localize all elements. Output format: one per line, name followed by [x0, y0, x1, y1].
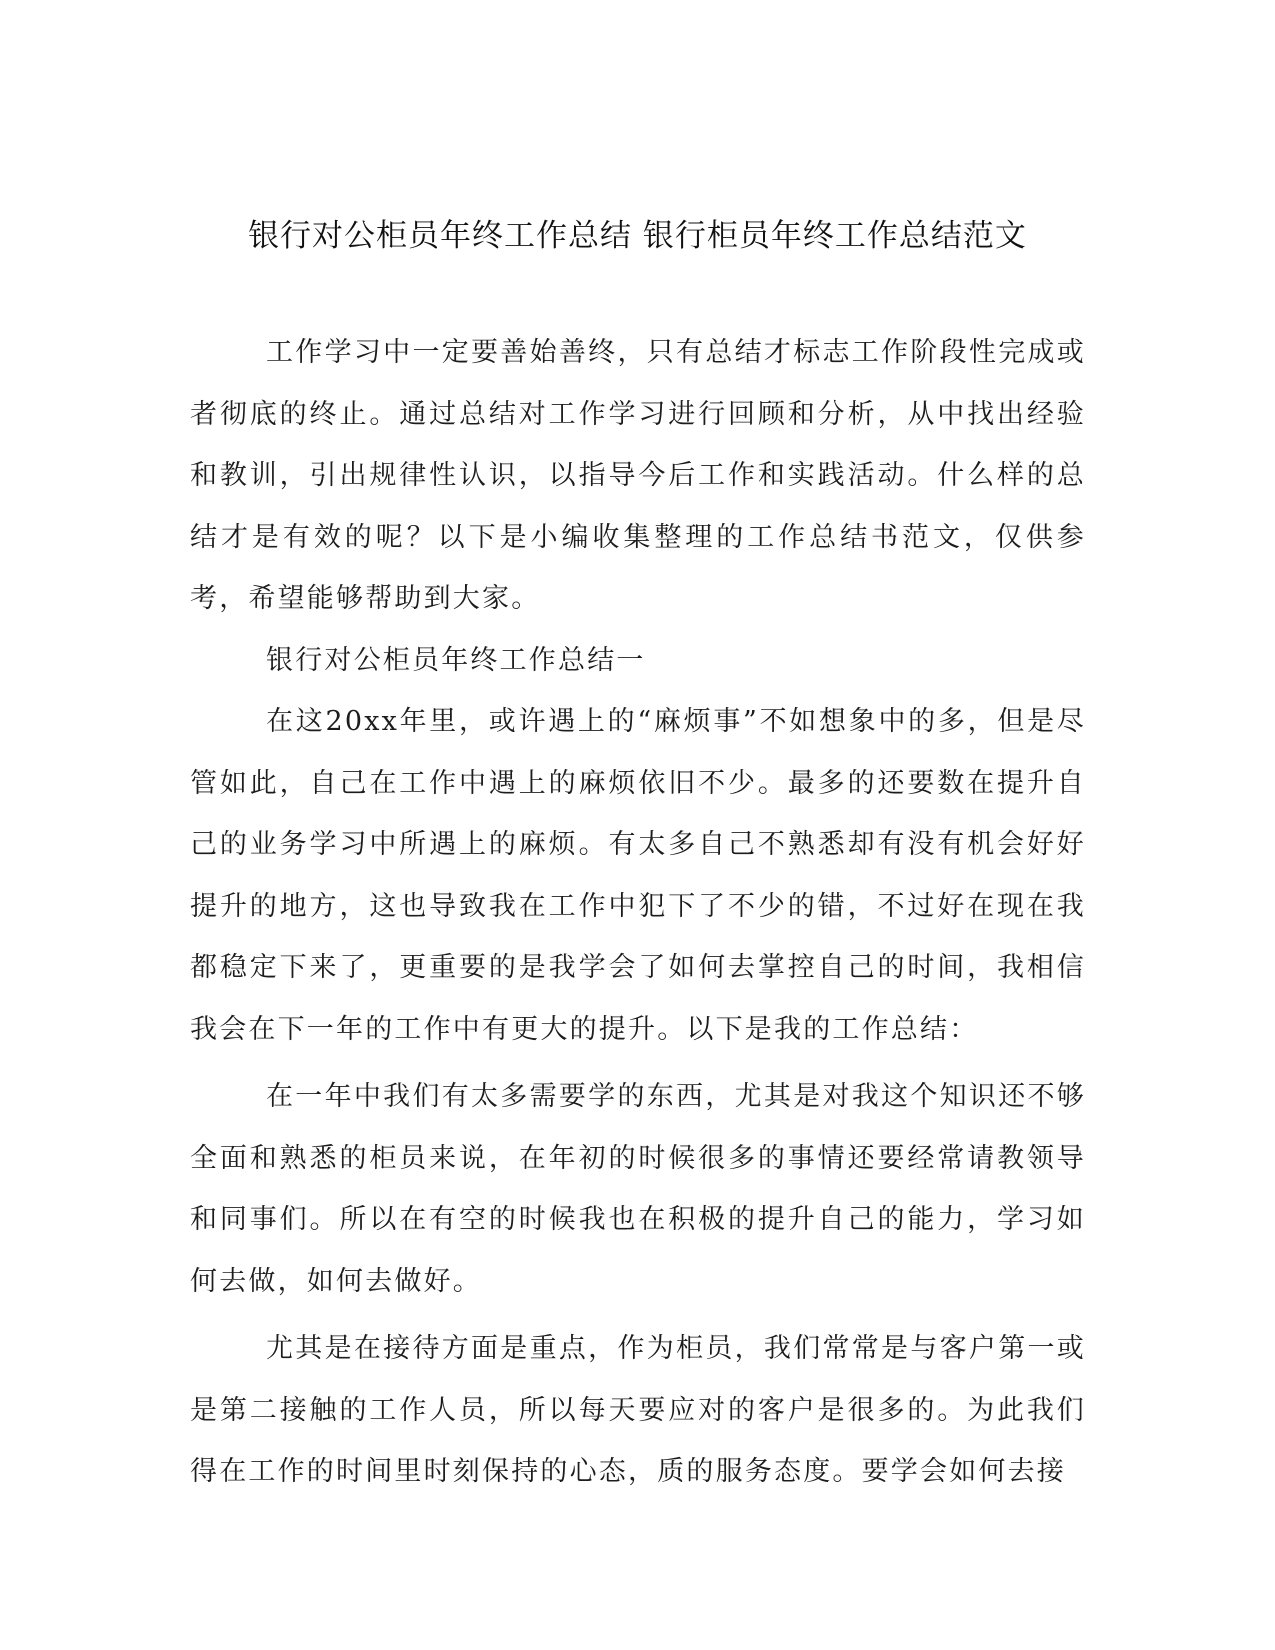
document-body [190, 322, 1086, 1503]
section-heading: 银行对公柜员年终工作总结一 [266, 644, 646, 676]
intro-paragraph: 工作学习中一定要善始善终，只有总结才标志工作阶段性完成或者彻底的终止。通过总结对工作学习进行回顾和分析，从中找出经验和教训，引出规律性认识，以指导今后工作和实践活动。什么样的总结才是有效的呢？以下是小编收集整理的工作总结书范文，仅供参考，希望能够帮助到大家。 [190, 337, 1086, 614]
body-paragraph: 尤其是在接待方面是重点，作为柜员，我们常常是与客户第一或是第二接触的工作人员，所以每天要应对的客户是很多的。为此我们得在工作的时间里时刻保持的心态，质的服务态度。要学会如何去接 [190, 1333, 1086, 1487]
body-paragraph: 在一年中我们有太多需要学的东西，尤其是对我这个知识还不够全面和熟悉的柜员来说，在年初的时候很多的事情还要经常请教领导和同事们。所以在有空的时候我也在积极的提升自己的能力，学习如何去做，如何去做好。 [190, 1081, 1086, 1297]
document-title: 银行对公柜员年终工作总结 银行柜员年终工作总结范文 [248, 218, 1027, 254]
body-paragraph: 在这20xx年里，或许遇上的“麻烦事”不如想象中的多，但是尽管如此，自己在工作中遇上的麻烦依旧不少。最多的还要数在提升自己的业务学习中所遇上的麻烦。有太多自己不熟悉却有没有机会好好提升的地方，这也导致我在工作中犯下了不少的错，不过好在现在我都稳定下来了，更重要的是我学会了如何去掌控自己的时间，我相信我会在下一年的工作中有更大的提升。以下是我的工作总结： [190, 706, 1086, 1045]
